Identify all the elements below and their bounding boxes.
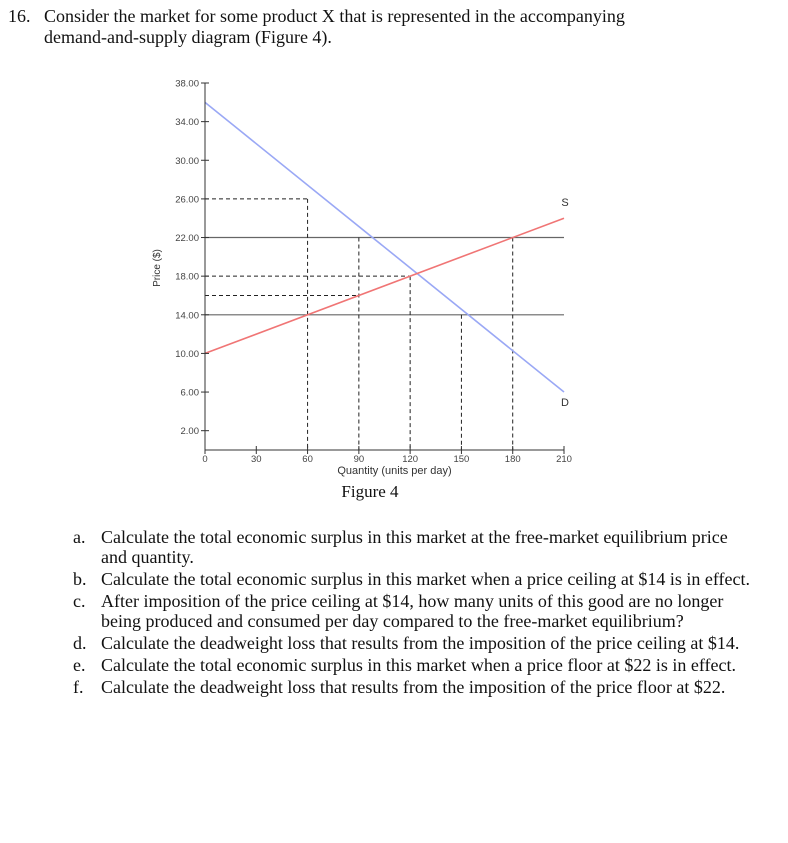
x-tick-label: 60: [302, 454, 313, 465]
x-tick-label: 210: [556, 454, 572, 465]
x-tick-label: 120: [402, 454, 419, 465]
x-axis-label: Quantity (units per day): [337, 465, 452, 477]
y-tick-label: 30.00: [175, 155, 199, 167]
part-text: Calculate the total economic surplus in this market at the free-market equilibrium price and quantity.: [101, 527, 728, 567]
part-label: d.: [73, 633, 87, 653]
part-text: Calculate the total economic surplus in this market when a price floor at $22 is in effect.: [101, 655, 736, 675]
figure-caption: Figure 4: [341, 482, 399, 501]
chart-guides: [205, 199, 564, 450]
question-part-e: [0, 655, 788, 675]
part-text: Calculate the deadweight loss that results from the imposition of the price floor at $22.: [101, 677, 726, 697]
part-label: a.: [73, 527, 86, 547]
question-part-a: [0, 527, 788, 567]
x-tick-label: 90: [353, 454, 365, 465]
y-tick-label: 14.00: [175, 310, 199, 322]
question-part-c: [0, 591, 788, 631]
part-text: Calculate the total economic surplus in this market when a price ceiling at $14 is in effect.: [101, 569, 750, 589]
demand-curve: [205, 102, 564, 392]
y-tick-label: 26.00: [175, 194, 199, 206]
y-tick-label: 34.00: [175, 117, 199, 129]
y-tick-label: 2.00: [180, 426, 199, 438]
x-tick-label: 180: [504, 454, 521, 465]
part-label: b.: [73, 569, 87, 589]
supply-curve-label: S: [561, 197, 569, 210]
part-text: After imposition of the price ceiling at $14, how many units of this good are no longer being produced and consumed per day compared to the free-market equilibrium?: [101, 591, 724, 631]
y-tick-label: 18.00: [175, 271, 199, 283]
part-label: c.: [73, 591, 86, 611]
part-label: e.: [73, 655, 86, 675]
y-tick-label: 38.00: [175, 78, 199, 90]
part-text: Calculate the deadweight loss that results from the imposition of the price ceiling at $14.: [101, 633, 740, 653]
question-stem-line-1: Consider the market for some product X that is represented in the accompanying: [44, 6, 625, 26]
question-part-f: [0, 677, 788, 697]
x-tick-label: 0: [202, 454, 208, 465]
question-stem-line-2: demand-and-supply diagram (Figure 4).: [44, 27, 332, 47]
y-axis-label: Price ($): [152, 249, 163, 287]
demand-curve-label: D: [561, 397, 569, 410]
question-part-b: [0, 569, 788, 589]
x-tick-label: 150: [453, 454, 470, 465]
y-tick-label: 22.00: [175, 233, 199, 245]
chart-axes: [152, 79, 572, 478]
x-tick-label: 30: [250, 454, 262, 465]
chart-series: [205, 102, 569, 409]
supply-curve: [205, 218, 564, 353]
part-label: f.: [73, 677, 84, 697]
y-tick-label: 10.00: [175, 348, 199, 360]
y-tick-label: 6.00: [180, 387, 199, 399]
question-part-d: [0, 633, 788, 653]
question-parts: [0, 527, 788, 699]
question-number: 16.: [8, 6, 31, 26]
